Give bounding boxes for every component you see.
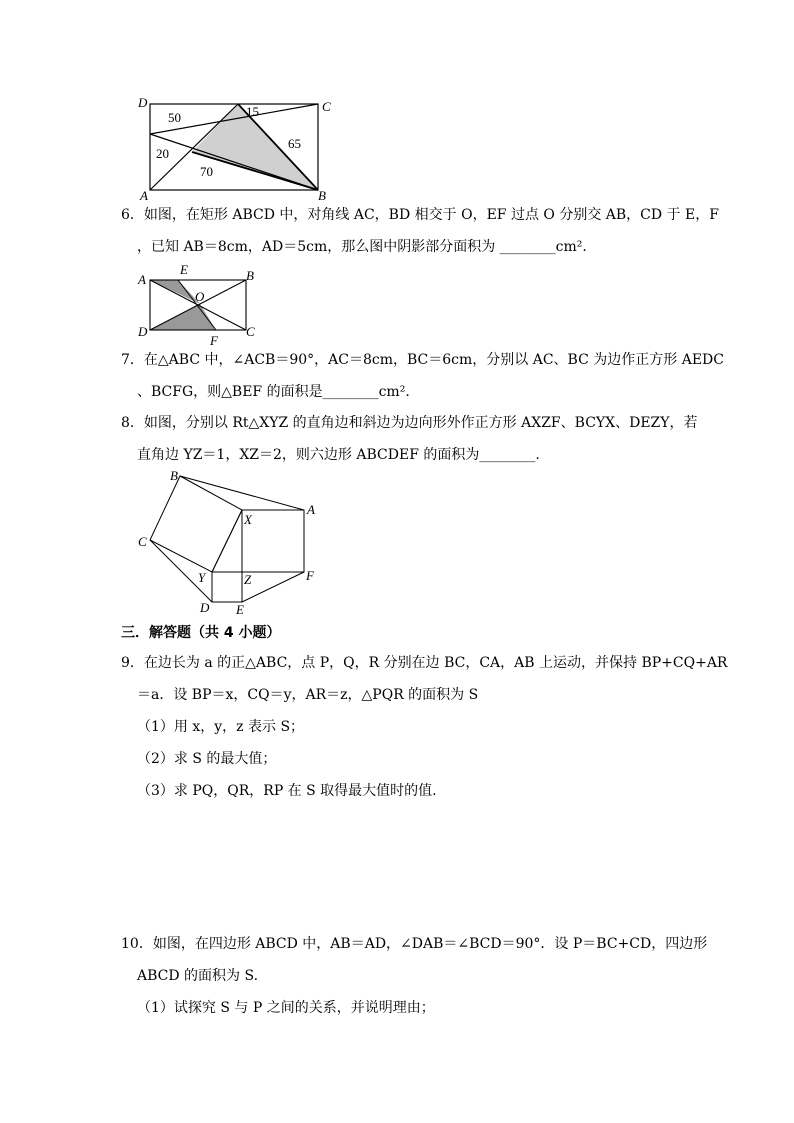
question-9-sub-3 [137, 781, 437, 801]
question-9-text-2: ＝a．设 BP＝x，CQ＝y，AR＝z，△PQR 的面积为 S [137, 687, 479, 703]
point-label-D: D [200, 600, 210, 615]
point-label-D: D [138, 95, 148, 110]
question-10-line-1 [121, 934, 707, 954]
question-8-line-1 [121, 413, 698, 433]
question-10 [121, 934, 708, 1024]
point-label-B: B [170, 468, 178, 483]
area-label-65: 65 [288, 136, 301, 151]
area-label-20: 20 [156, 146, 169, 161]
question-9-line-2 [137, 685, 478, 705]
area-label-15: 15 [246, 104, 259, 119]
area-label-50: 50 [168, 110, 181, 125]
point-label-X: X [244, 512, 252, 527]
question-9-text-1: 9．在边长为 a 的正△ABC，点 P，Q，R 分别在边 BC，CA，AB 上运动，并保持 BP+CQ+AR [121, 655, 728, 671]
question-7-text-1: 7．在△ABC 中，∠ACB＝90°，AC＝8cm，BC＝6cm，分别以 AC、BC 为边作正方形 AEDC [121, 352, 724, 368]
question-7 [121, 350, 724, 410]
point-label-D: D [138, 324, 148, 339]
point-label-A: A [307, 502, 315, 517]
question-9-sub-2 [137, 749, 276, 769]
question-7-line-1 [121, 350, 724, 370]
point-label-Y: Y [198, 570, 206, 585]
question-8-text-1: 8．如图，分别以 Rt△XYZ 的直角边和斜边为边向形外作正方形 AXZF、BCYX、DEZY，若 [121, 415, 698, 431]
point-label-B: B [318, 188, 326, 203]
question-7-text-2: 、BCFG，则△BEF 的面积是________cm². [137, 384, 410, 400]
area-label-70: 70 [200, 164, 213, 179]
square-dezy [212, 572, 242, 602]
point-label-E: E [180, 262, 188, 277]
question-9 [121, 653, 728, 803]
question-10-sub-1-text: （1）试探究 S 与 P 之间的关系，并说明理由； [137, 1000, 435, 1016]
point-label-C: C [322, 99, 331, 114]
point-label-O: O [195, 289, 205, 304]
question-9-sub-1 [137, 717, 304, 737]
question-6-text-1: 6．如图，在矩形 ABCD 中，对角线 AC，BD 相交于 O，EF 过点 O 分别交 AB，CD 于 E，F [121, 207, 719, 223]
point-label-A: A [140, 188, 148, 203]
question-7-line-2 [137, 382, 410, 402]
question-6-line-2 [137, 237, 587, 257]
point-label-B: B [246, 268, 254, 283]
point-label-F: F [306, 568, 314, 583]
question-9-sub-3-text: （3）求 PQ，QR，RP 在 S 取得最大值时的值. [137, 783, 437, 799]
question-10-text-2: ABCD 的面积为 S. [137, 968, 259, 984]
point-label-A: A [138, 272, 146, 287]
point-label-F: F [210, 333, 218, 346]
figure-q6-rectangle [134, 262, 264, 346]
question-6 [121, 205, 719, 265]
question-9-sub-1-text: （1）用 x，y，z 表示 S； [137, 719, 305, 735]
point-label-E: E [236, 602, 244, 617]
question-6-line-1 [121, 205, 719, 225]
point-label-C: C [138, 534, 147, 549]
section-heading-text: 三．解答题（共 4 小题） [121, 625, 281, 641]
question-8-line-2 [137, 445, 540, 465]
question-10-line-2 [137, 966, 258, 986]
question-10-text-1: 10．如图，在四边形 ABCD 中，AB＝AD，∠DAB＝∠BCD＝90°．设 P＝BC+CD，四边形 [121, 936, 708, 952]
square-bcyx [150, 476, 242, 572]
question-9-sub-2-text: （2）求 S 的最大值； [137, 751, 277, 767]
figure-q8-hexagon [130, 466, 330, 620]
section-heading [121, 622, 281, 642]
question-8-text-2: 直角边 YZ＝1，XZ＝2，则六边形 ABCDEF 的面积为________. [137, 447, 540, 463]
point-label-Z: Z [244, 572, 252, 587]
question-9-line-1 [121, 653, 727, 673]
question-6-text-2: ，已知 AB＝8cm，AD＝5cm，那么图中阴影部分面积为 ________cm². [137, 239, 587, 255]
question-8 [121, 413, 698, 473]
figure-rectangle-areas [130, 92, 340, 204]
question-10-sub-1 [137, 998, 435, 1018]
point-label-C: C [246, 324, 255, 339]
